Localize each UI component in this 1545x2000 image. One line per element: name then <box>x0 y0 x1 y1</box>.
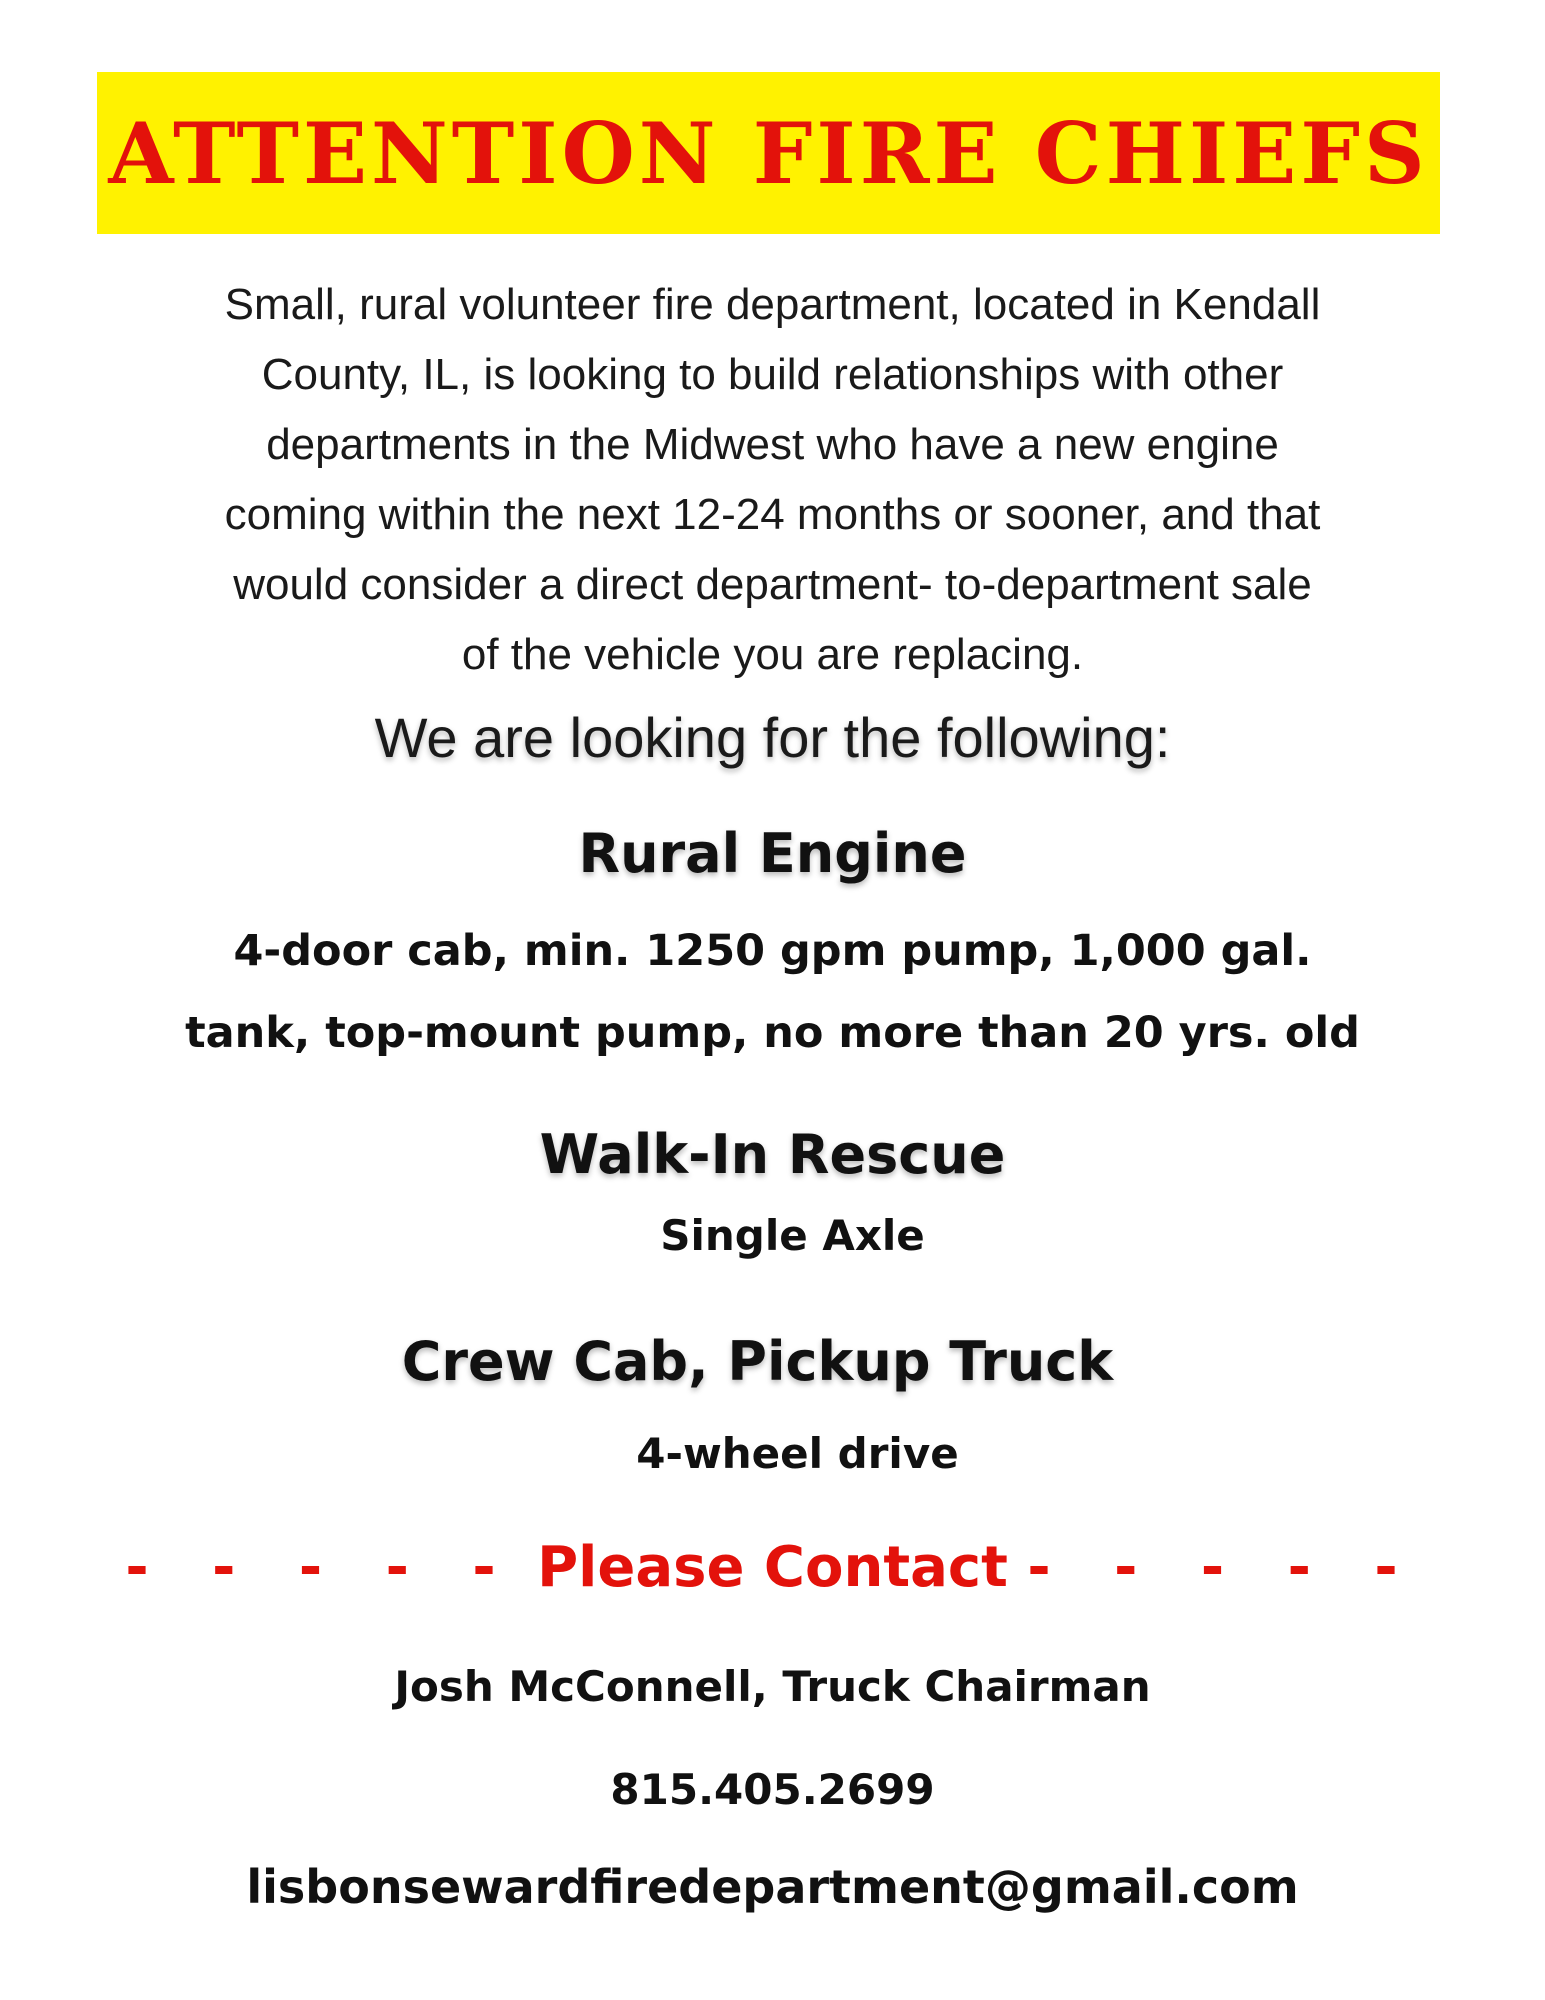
intro-line: County, IL, is looking to build relationships with other <box>261 350 1284 399</box>
walk-in-rescue-detail: Single Axle <box>660 1211 925 1260</box>
intro-line: Small, rural volunteer fire department, located in Kendall <box>224 280 1321 329</box>
intro-line: coming within the next 12-24 months or sooner, and that <box>224 490 1321 539</box>
intro-line: would consider a direct department- to-department sale <box>233 560 1312 609</box>
contact-phone: 815.405.2699 <box>610 1765 935 1814</box>
pickup-truck-detail: 4-wheel drive <box>636 1429 959 1478</box>
looking-heading: We are looking for the following: <box>374 706 1171 769</box>
intro-paragraph <box>120 270 1425 690</box>
rural-engine-details <box>0 910 1545 1074</box>
walk-in-rescue-title: Walk-In Rescue <box>539 1123 1006 1186</box>
contact-name: Josh McConnell, Truck Chairman <box>394 1662 1151 1711</box>
intro-line: departments in the Midwest who have a new engine <box>266 420 1279 469</box>
dashes-right: - - - - - <box>1027 1535 1420 1600</box>
contact-email: lisbonsewardfiredepartment@gmail.com <box>246 1860 1299 1914</box>
pickup-truck-title: Crew Cab, Pickup Truck <box>401 1330 1114 1393</box>
intro-line: of the vehicle you are replacing. <box>461 630 1084 679</box>
banner-title: ATTENTION FIRE CHIEFS <box>108 103 1429 203</box>
dashes-left: - - - - - <box>125 1535 518 1600</box>
please-contact-label: Please Contact <box>537 1535 1008 1600</box>
header-banner <box>97 72 1440 234</box>
rural-engine-detail-line: tank, top-mount pump, no more than 20 yrs. old <box>185 1008 1360 1058</box>
please-contact-heading <box>0 1535 1545 1600</box>
rural-engine-title: Rural Engine <box>578 822 967 885</box>
rural-engine-detail-line: 4-door cab, min. 1250 gpm pump, 1,000 gal. <box>233 926 1312 976</box>
